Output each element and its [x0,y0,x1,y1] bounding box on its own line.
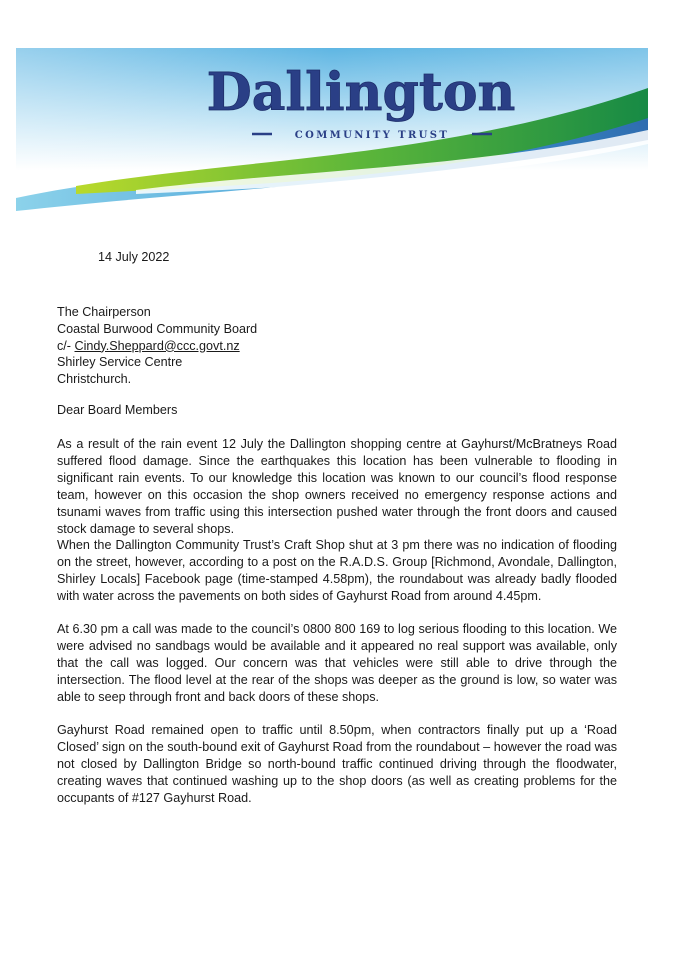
recipient-address [57,304,257,388]
body-paragraph: Gayhurst Road remained open to traffic until 8.50pm, when contractors finally put up a ‘Road Closed’ sign on the south-bound exit of Gayhurst Road from the roundabout – however the road was not closed by Dallington Bridge so north-bound traffic continued driving through the floodwater, creating waves that continued washing up to the shop doors (as well as creating problems for the occupants of #127 Gayhurst Road. [57,723,617,805]
address-prefix: c/- [57,338,75,353]
body-paragraph: As a result of the rain event 12 July the Dallington shopping centre at Gayhurst/McBratneys Road suffered flood damage. Since the earthquakes this location has been vulnerable to flooding in significant rain events. To our knowledge this location was known to our council’s flood response team, however on this occasion the shop owners received no emergency response actions and tsunami waves from traffic using this intersection pushed water through the front doors and caused stock damage to several shops. [57,437,617,536]
dallington-logo [16,48,648,211]
letterhead-banner [16,48,648,211]
email-link[interactable]: Cindy.Sheppard@ccc.govt.nz [74,338,240,353]
logo-title: Dallington [206,62,516,123]
address-line: The Chairperson [57,305,151,319]
body-paragraph: When the Dallington Community Trust’s Craft Shop shut at 3 pm there was no indication of flooding on the street, however, according to a post on the R.A.D.S. Group [Richmond, Avondale, Dallington, Shirley Locals] Facebook page (time-stamped 4.58pm), the roundabout was already badly flooded with water across the pavements on both sides of Gayhurst Road from around 4.45pm. [57,538,617,603]
body-paragraph: At 6.30 pm a call was made to the council’s 0800 800 169 to log serious flooding to this location. We were advised no sandbags would be available and it appeared no real support was available, only that the call was logged. Our concern was that vehicles were still able to drive through the intersection. The flood level at the rear of the shops was deeper as the ground is low, so water was able to seep through front and back doors of these shops. [57,622,617,704]
address-line: Shirley Service Centre [57,355,183,370]
address-line: Coastal Burwood Community Board [57,321,258,336]
letter-date: 14 July 2022 [98,250,170,264]
address-line-email [57,338,257,355]
address-line: Christchurch. [57,372,132,387]
salutation: Dear Board Members [57,403,178,417]
logo-subtitle: COMMUNITY TRUST [294,130,450,141]
